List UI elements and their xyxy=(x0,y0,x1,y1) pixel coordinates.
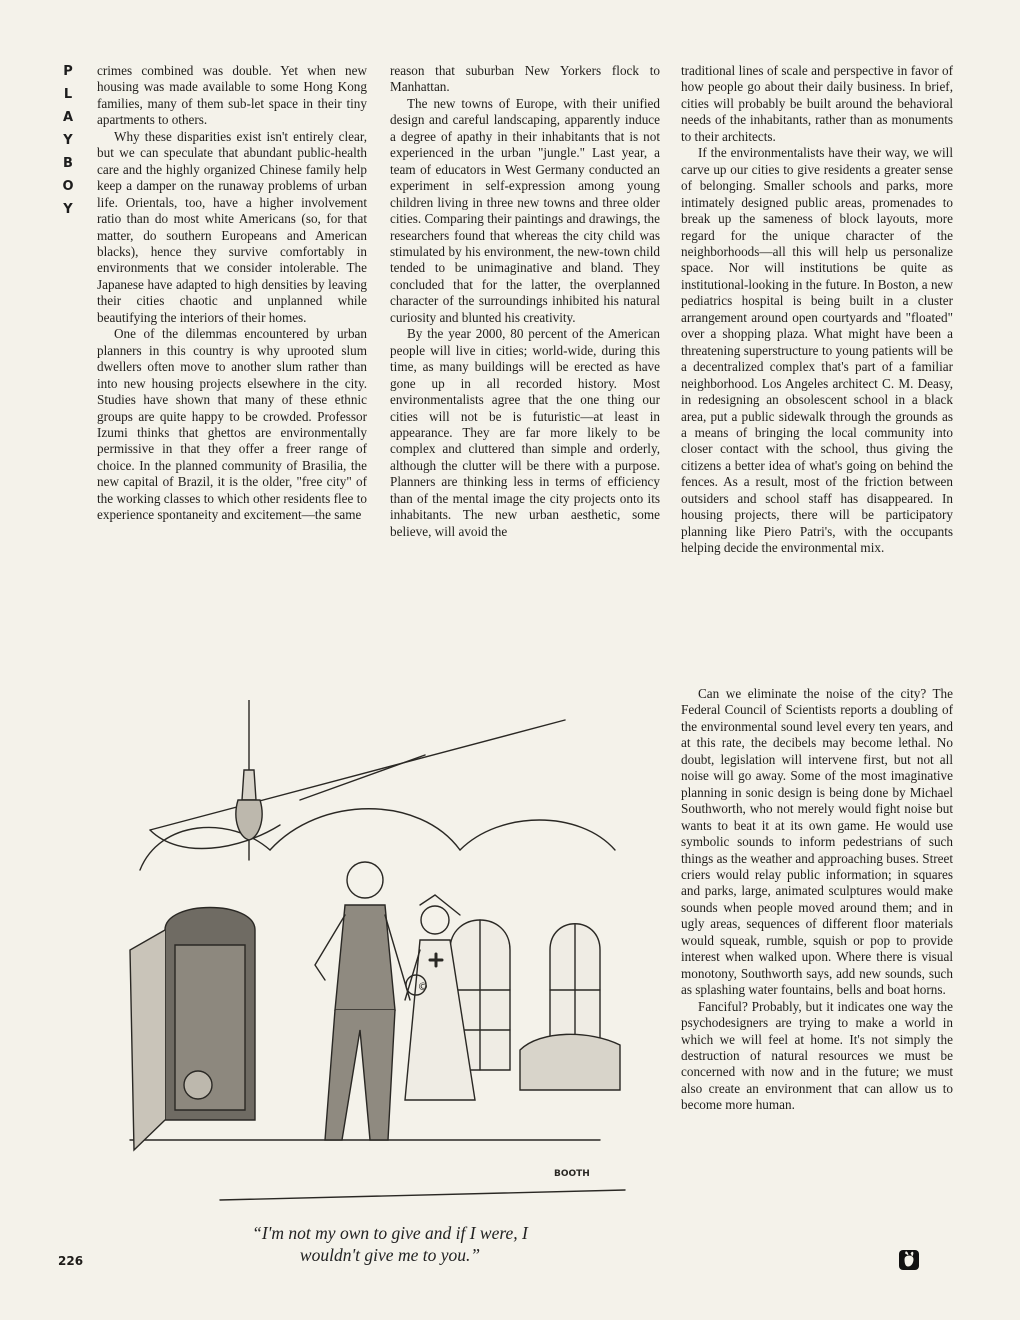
running-title-letter: A xyxy=(62,110,74,125)
running-title-letter: Y xyxy=(63,133,73,148)
paragraph: crimes combined was double. Yet when new housing was made available to some Hong Kong families, many of them sub-let space in their tiny apartments to others. xyxy=(97,63,367,128)
paragraph: If the environmentalists have their way, we will carve up our cities to give residents a greater sense of belonging. Smaller schools and parks, more intimately designed public areas, promenades to break up the sameness of block layouts, more regard for the unique character of the neighborhoods—all this will help us personalize space. Nor will institutions be quite as institutional-looking in the future. In Boston, a new pediatrics hospital is being built in a cluster arrangement around open courtyards and "floated" over a shopping plaza. What might have been a threatening superstructure to young patients will be a decentralized complex that's part of a familiar neighborhood. Los Angeles architect C. M. Deasy, in redesigning an obsolescent school in a black area, put a public sidewalk through the grounds as a means of bringing the local community into closer contact with the school, thus giving the citizens a better idea of what's going on behind the fences. As a result, most of the friction between outsiders and school staff has disappeared. In housing projects, there will be participatory planning like Piero Patri's, with the occupants helping decide the environmental mix. xyxy=(681,145,953,556)
running-title-letter: B xyxy=(63,156,73,171)
running-title-letter: L xyxy=(63,87,73,102)
paragraph: One of the dilemmas encountered by urban planners in this country is why uprooted slum dwellers often move to another slum rather than into new housing projects elsewhere in the city. Studies have shown that many of these ethnic groups are quite happy to be crowded. Professor Izumi thinks that ghettos are environmentally permissive in that they offer a freer range of choice. In the planned community of Brasilia, the new capital of Brazil, it is the older, "free city" of the working classes to which other residents flee to experience spontaneity and excitement—the same xyxy=(97,326,367,523)
paragraph: The new towns of Europe, with their unified design and careful landscaping, apparently induce a degree of apathy in their inhabitants that is not experienced in the urban "jungle." Last year, a team of educators in West Germany conducted an experiment in self-expression among young children living in three new towns and three older cities. Comparing their paintings and drawings, the researchers found that whereas the city child was stimulated by his environment, the new-town child tended to be unimaginative and bland. They concluded that for the latter, the overplanned character of the surroundings inhibited his natural curiosity and blunted his creativity. xyxy=(390,95,660,325)
caption-line: “I'm not my own to give and if I were, I xyxy=(252,1223,528,1243)
cartoon-caption xyxy=(140,1222,640,1266)
text-column-3-continued xyxy=(681,686,953,1114)
text-column-2 xyxy=(390,63,660,540)
running-title-letter: Y xyxy=(63,202,73,217)
running-title xyxy=(52,60,84,221)
artist-signature: BOOTH xyxy=(554,1169,590,1179)
running-title-letter: O xyxy=(62,179,74,194)
paragraph: traditional lines of scale and perspective in favor of how people go about their daily business. In brief, cities will probably be built around the behavioral needs of the inhabitants, rather than as monuments to their architects. xyxy=(681,63,953,144)
cartoon-drawing xyxy=(120,700,640,1210)
paragraph: Can we eliminate the noise of the city? The Federal Council of Scientists reports a doubling of the environmental sound level every ten years, and at this rate, the decibels may become lethal. No doubt, legislation will intervene first, but not all noise will go away. Some of the most imaginative planning in sonic design is being done by Michael Southworth, who not merely would fight noise but wants to beat it at its own game. He would use symbolic sounds to inform pedestrians of such things as the weather and approaching buses. Street criers would relay public information; in squares and parks, large, animated sculptures would make sounds when people moved around them; and in ugly areas, sequences of different floor materials would squeak, rumble, squish or pop to provide interest when walked upon. Where there is visual monotony, Southworth says, add new sounds, such as splashing water fountains, bells and boat horns. xyxy=(681,686,953,998)
paragraph: reason that suburban New Yorkers flock to Manhattan. xyxy=(390,63,660,95)
paragraph: Why these disparities exist isn't entirely clear, but we can speculate that abundant public-health care and the highly organized Chinese family help keep a damper on the runaway problems of urban life. Orientals, too, have a higher involvement ratio than do most white Americans (so, for that matter, do southern Europeans and American blacks), hence they survive comfortably in environments that we consider intolerable. The Japanese have adapted to high densities by leaving their cities chaotic and unplanned while beautifying the interiors of their homes. xyxy=(97,128,367,325)
paragraph: Fanciful? Probably, but it indicates one way the psychodesigners are trying to make a world in which we will feel at home. It's not simply the destruction of natural resources we must be concerned with now and in the future; we must also create an environment that can allow us to become more human. xyxy=(681,998,953,1113)
text-column-3 xyxy=(681,63,953,557)
cartoon-illustration xyxy=(120,700,640,1210)
rabbit-head-icon xyxy=(899,1250,919,1270)
text-column-1 xyxy=(97,63,367,524)
running-title-letter: P xyxy=(63,64,73,79)
copyright-mark: © xyxy=(417,980,429,993)
page-number: 226 xyxy=(58,1254,84,1268)
paragraph: By the year 2000, 80 percent of the American people will live in cities; world-wide, during this time, as many buildings will be erected as have gone up in all recorded history. Most environmentalists agree that the one thing our cities will not be is futuristic—at least in appearance. They are far more likely to be complex and cluttered than simple and orderly, although the clutter will be there with a purpose. Planners are thinking less in terms of efficiency than of the mental image the city projects onto its inhabitants. The new urban aesthetic, some believe, will avoid the xyxy=(390,326,660,539)
caption-line: wouldn't give me to you.” xyxy=(299,1245,481,1265)
